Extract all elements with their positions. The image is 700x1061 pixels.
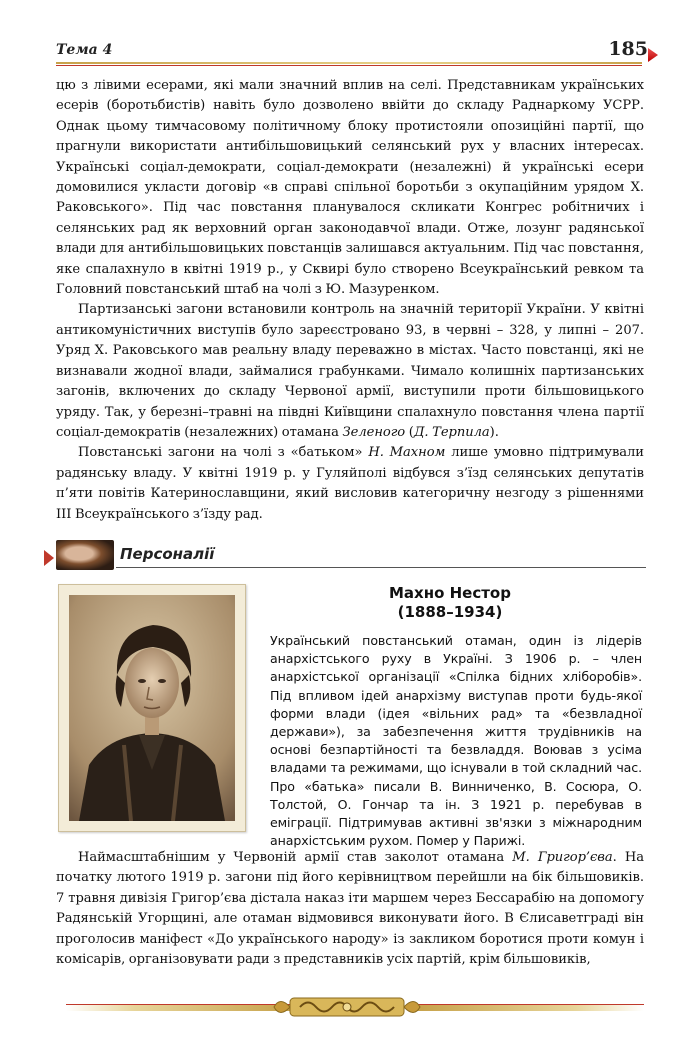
footer-rule-left	[66, 1004, 294, 1011]
paragraph-1: цю з лівими есерами, які мали значний вплив на селі. Представникам українських есерів (боротьбистів) навіть було дозволено ввійти до складу Раднаркому УСРР. Однак цьому тимчасовому політичному блоку протистояли опозиційні партії, що прагнули використати антибільшовицький селянський рух у власних інтересах. Українські соціал-демократи, соціал-демократи (незалежні) й українські есери домовилися укласти договір «в справі спільної боротьби з окупаційним урядом Х. Раковського». Під час повстання планувалося скликати Конгрес робітничих і селянських рад як верховний орган законодавчої влади. Отже, лозунг радянської влади для антибільшовицьких повстанців залишався актуальним. Під час повстання, яке спалахнуло в квітні 1919 р., у Сквирі було створено Всеукраїнський ревком та Головний повстанський штаб на чолі з Ю. Мазуренком.	[56, 78, 644, 298]
main-text-top	[56, 76, 644, 525]
main-text-bottom	[56, 848, 644, 970]
italic-terpylo: Д. Терпила	[413, 424, 490, 440]
bio-name: Махно Нестор	[389, 584, 511, 602]
page-footer-ornament	[56, 992, 644, 1028]
italic-zeleny: Зеленого	[342, 424, 406, 440]
paragraph-4-rest: . На початку лютого 1919 р. загони під його керівництвом перейшли на бік більшовиків. 7 травня дивізія Григор’єва дістала наказ іти маршем через Бессарабію на допомогу Радянській Угорщині, але отаман відмовився виконувати його. В Єлисаветграді він проголосив маніфест «До українського народу» із закликом боротися проти комун і комісарів, організовувати ради з представників усіх партій, крім більшовиків,	[56, 850, 644, 968]
page-corner-marker	[648, 48, 658, 62]
italic-hryhoriev: М. Григор’єва	[512, 850, 613, 865]
section-arrow-icon	[44, 550, 54, 566]
personalities-section-bar	[40, 538, 646, 572]
header-red-rule	[56, 65, 642, 66]
bio-heading	[360, 584, 540, 622]
paragraph-3	[56, 443, 644, 525]
paragraph-2	[56, 300, 644, 443]
paragraph-4	[56, 848, 644, 970]
section-rule	[116, 567, 646, 568]
topic-label: Тема 4	[56, 42, 113, 58]
paragraph-3-rest: лише умовно підтримували радянську владу. У квітні 1919 р. у Гуляйполі відбувся з’їзд селянських депутатів п’яти повітів Катеринославщини, який висловив категоричну незгоду з рішеннями ІІІ Всеукраїнського з’їзду рад.	[56, 445, 644, 522]
paren-close: ).	[489, 424, 499, 440]
header-gold-rule	[56, 62, 642, 64]
page-number: 185	[608, 38, 648, 60]
paren-open: (	[405, 424, 414, 440]
footer-rule-right	[416, 1004, 644, 1011]
bio-years: (1888–1934)	[397, 603, 503, 621]
page-header	[56, 40, 656, 66]
section-portrait-thumbnail	[56, 540, 114, 570]
portrait-frame	[58, 584, 246, 832]
makhno-portrait-photo	[69, 595, 235, 821]
italic-makhno: Н. Махном	[368, 445, 446, 461]
paragraph-2-text: Партизанські загони встановили контроль на значній території України. У квітні антикомуністичних виступів було зареєстровано 93, в червні – 328, у липні – 207. Уряд Х. Раковського мав реальну владу переважно в містах. Часто повстанці, які не визнавали жодної влади, займалися грабунками. Чимало колишніх партизанських загонів, включених до складу Червоної армії, виступили проти більшовицького уряду. Так, у березні–травні на півдні Київщини спалахнуло повстання члена партії соціал-демократів (незалежних) отамана	[56, 302, 644, 440]
paragraph-4-start: Наймасштабнішим у Червоній армії став заколот отамана	[78, 850, 505, 865]
ornament-icon	[272, 992, 422, 1022]
bio-text: Український повстанський отаман, один із лідерів анархістського руху в Україні. З 1906 р. – член анархістської організації «Спілка бідних хліборобів». Під впливом ідей анархізму виступав проти будь-якої форми влади (ідея «вільних рад» та «безвладної держави»), за забезпечення життя трудівників на основі безпартійності та безвладдя. Воював з усіма владами та режимами, що існували в той складний час. Про «батька» писали В. Винниченко, В. Сосюра, О. Толстой, О. Гончар та ін. З 1921 р. перебував в еміграції. Підтримував активні зв'язки з міжнародним анархістським рухом. Помер у Парижі.	[270, 633, 642, 849]
paragraph-3-start: Повстанські загони на чолі з «батьком»	[78, 445, 363, 461]
section-label: Персоналії	[120, 545, 215, 563]
